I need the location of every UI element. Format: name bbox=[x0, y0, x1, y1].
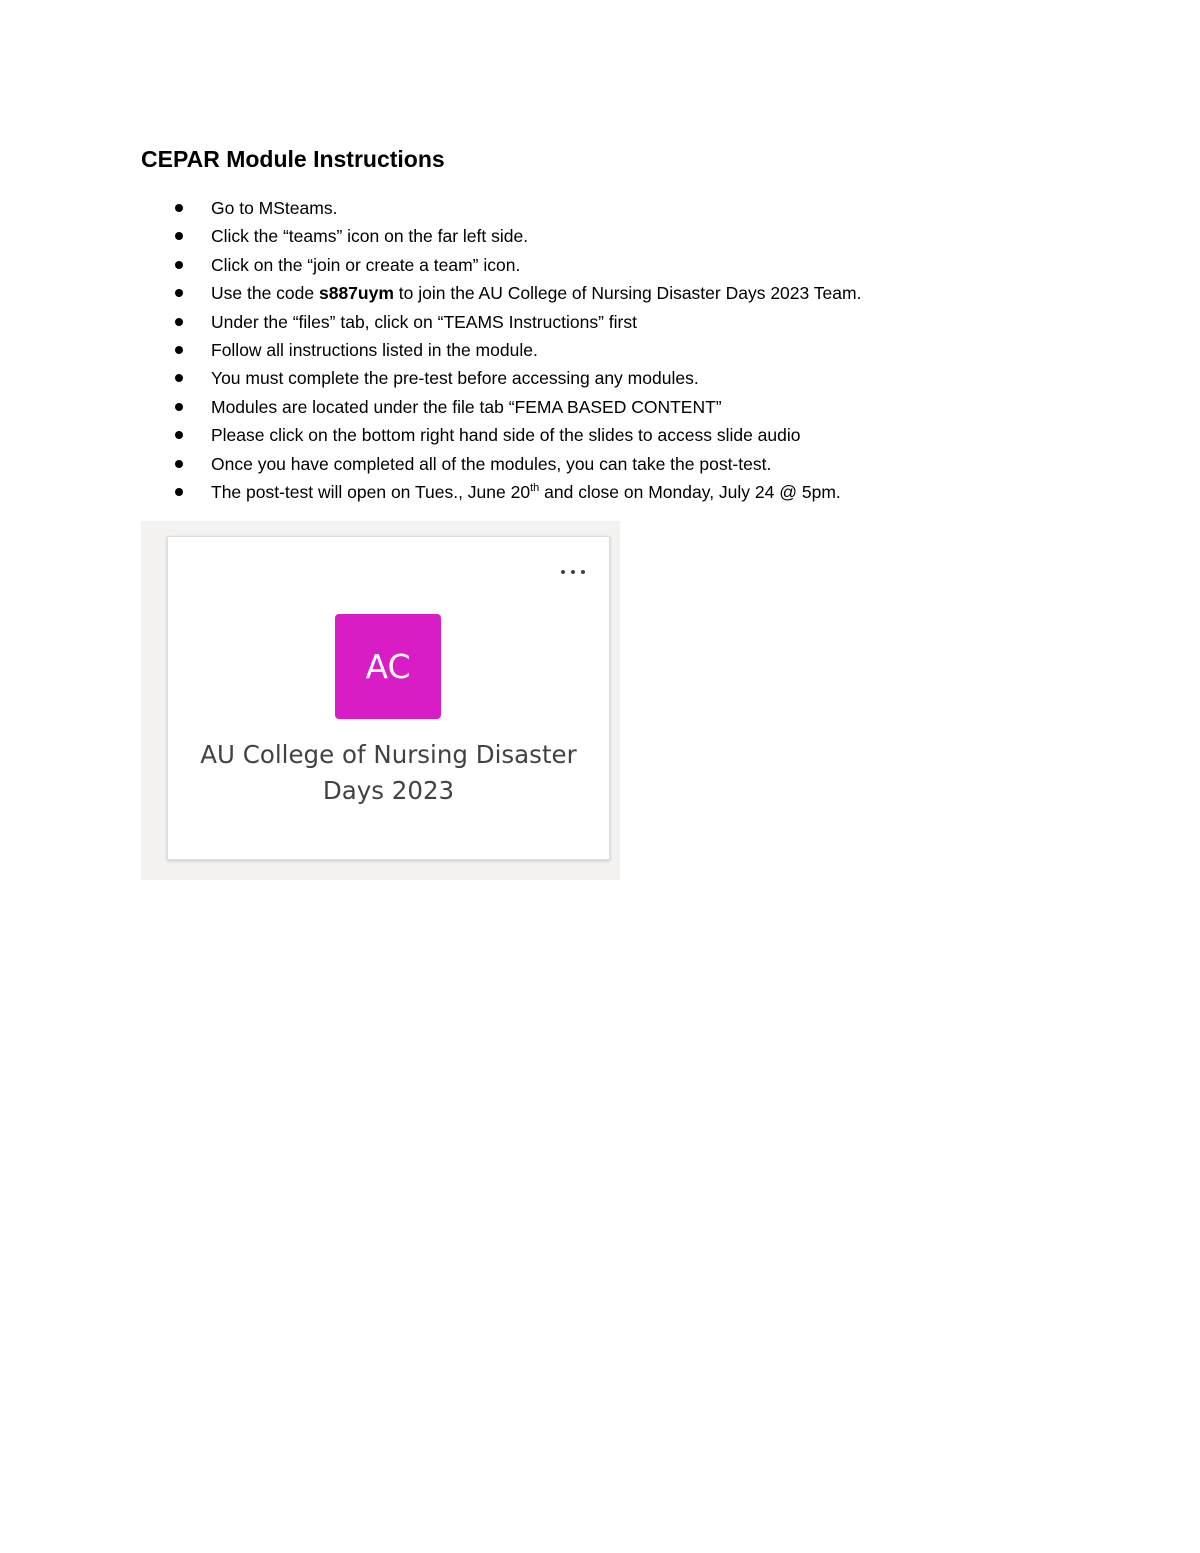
instruction-text: Please click on the bottom right hand side of the slides to access slide audio bbox=[211, 425, 801, 446]
instructions-list bbox=[170, 195, 861, 507]
instruction-text: Modules are located under the file tab “FEMA BASED CONTENT” bbox=[211, 396, 722, 417]
list-item bbox=[170, 223, 861, 251]
instruction-text: Go to MSteams. bbox=[211, 198, 338, 218]
list-item bbox=[170, 280, 861, 308]
bullet-icon bbox=[175, 289, 183, 297]
list-item bbox=[170, 451, 861, 479]
bullet-icon bbox=[175, 232, 183, 240]
list-item bbox=[170, 195, 861, 223]
bullet-icon bbox=[175, 460, 183, 468]
list-item bbox=[170, 309, 861, 337]
list-item bbox=[170, 337, 861, 365]
list-item bbox=[170, 394, 861, 422]
instruction-text-after: and close on Monday, July 24 @ 5pm. bbox=[539, 481, 841, 502]
instruction-text: Click the “teams” icon on the far left side. bbox=[211, 226, 529, 247]
teams-screenshot bbox=[141, 521, 620, 880]
instruction-text-before: The post-test will open on Tues., June 20 bbox=[211, 481, 531, 502]
instruction-text: You must complete the pre-test before accessing any modules. bbox=[211, 368, 699, 389]
dot bbox=[571, 570, 575, 574]
bullet-icon bbox=[175, 488, 183, 496]
list-item bbox=[170, 479, 861, 507]
team-avatar: AC bbox=[335, 614, 441, 719]
list-item bbox=[170, 252, 861, 280]
bullet-icon bbox=[175, 403, 183, 411]
bullet-icon bbox=[175, 318, 183, 326]
team-name: AU College of Nursing Disaster Days 2023 bbox=[200, 740, 577, 805]
instruction-text-before: Use the code bbox=[211, 283, 319, 304]
dot bbox=[561, 570, 565, 574]
instruction-text: Under the “files” tab, click on “TEAMS Instructions” first bbox=[211, 311, 637, 332]
instruction-text: Follow all instructions listed in the module. bbox=[211, 339, 538, 360]
bullet-icon bbox=[175, 346, 183, 354]
list-item bbox=[170, 422, 861, 450]
bullet-icon bbox=[175, 261, 183, 269]
ordinal-suffix: th bbox=[530, 481, 540, 494]
bullet-icon bbox=[175, 431, 183, 439]
dot bbox=[581, 570, 585, 574]
instruction-text-after: to join the AU College of Nursing Disaster Days 2023 Team. bbox=[393, 283, 862, 304]
bullet-icon bbox=[175, 374, 183, 382]
list-item bbox=[170, 365, 861, 393]
team-card[interactable] bbox=[167, 536, 610, 860]
team-code: s887uym bbox=[318, 283, 394, 304]
instruction-text: Click on the “join or create a team” icon. bbox=[211, 254, 521, 275]
more-options-icon[interactable] bbox=[561, 567, 585, 577]
bullet-icon bbox=[175, 204, 183, 212]
page-title: CEPAR Module Instructions bbox=[141, 146, 445, 172]
instruction-text: Once you have completed all of the modules, you can take the post-test. bbox=[211, 453, 772, 474]
